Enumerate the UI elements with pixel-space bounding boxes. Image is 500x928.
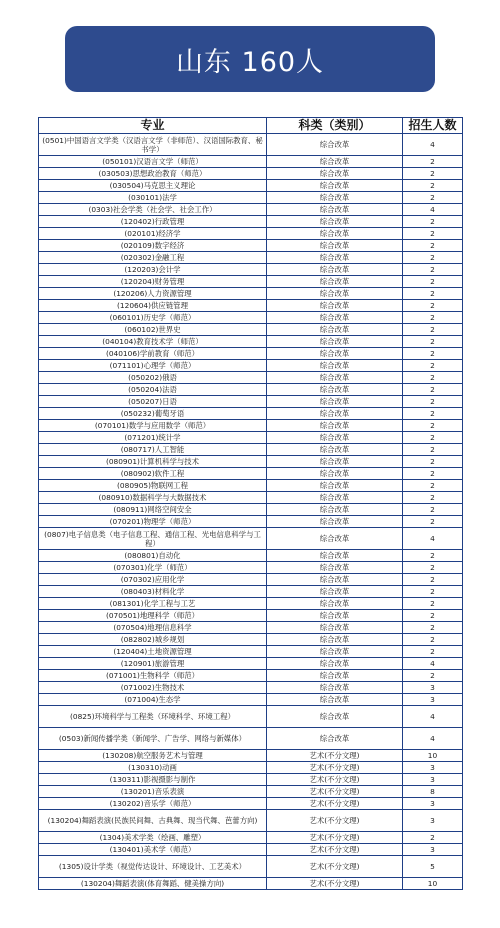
table-row [39, 762, 463, 774]
cell-major: (050207)日语 [39, 396, 267, 408]
cell-category: 综合改革 [267, 550, 403, 562]
cell-count: 2 [403, 228, 463, 240]
table-row [39, 468, 463, 480]
cell-category: 综合改革 [267, 168, 403, 180]
cell-count: 2 [403, 168, 463, 180]
cell-category: 综合改革 [267, 728, 403, 750]
cell-category: 综合改革 [267, 134, 403, 156]
table-row [39, 598, 463, 610]
table-row [39, 312, 463, 324]
cell-category: 综合改革 [267, 336, 403, 348]
cell-count: 2 [403, 634, 463, 646]
table-row [39, 646, 463, 658]
cell-count: 2 [403, 408, 463, 420]
cell-major: (1305)设计学类（视觉传达设计、环境设计、工艺美术） [39, 856, 267, 878]
cell-count: 3 [403, 810, 463, 832]
table-row [39, 750, 463, 762]
cell-major: (130204)舞蹈表演(民族民间舞、古典舞、现当代舞、芭蕾方向) [39, 810, 267, 832]
table-row [39, 634, 463, 646]
cell-major: (0303)社会学类（社会学、社会工作） [39, 204, 267, 216]
cell-category: 综合改革 [267, 670, 403, 682]
cell-count: 2 [403, 324, 463, 336]
cell-count: 2 [403, 456, 463, 468]
cell-category: 综合改革 [267, 586, 403, 598]
cell-major: (080905)物联网工程 [39, 480, 267, 492]
cell-count: 2 [403, 348, 463, 360]
cell-category: 综合改革 [267, 228, 403, 240]
table-row [39, 336, 463, 348]
cell-category: 综合改革 [267, 312, 403, 324]
cell-count: 2 [403, 516, 463, 528]
table-row [39, 562, 463, 574]
cell-category: 综合改革 [267, 456, 403, 468]
cell-category: 综合改革 [267, 420, 403, 432]
cell-major: (120206)人力资源管理 [39, 288, 267, 300]
cell-category: 综合改革 [267, 360, 403, 372]
cell-category: 综合改革 [267, 598, 403, 610]
cell-major: (130311)影视摄影与制作 [39, 774, 267, 786]
cell-count: 2 [403, 444, 463, 456]
cell-count: 4 [403, 528, 463, 550]
cell-count: 3 [403, 774, 463, 786]
cell-major: (070302)应用化学 [39, 574, 267, 586]
cell-major: (120604)供应链管理 [39, 300, 267, 312]
cell-major: (120204)财务管理 [39, 276, 267, 288]
cell-category: 艺术(不分文理) [267, 786, 403, 798]
cell-major: (130310)动画 [39, 762, 267, 774]
cell-major: (0501)中国语言文学类（汉语言文学（非师范）、汉语国际教育、秘书学） [39, 134, 267, 156]
table-body [39, 134, 463, 890]
cell-count: 2 [403, 646, 463, 658]
cell-major: (050204)法语 [39, 384, 267, 396]
cell-major: (080911)网络空间安全 [39, 504, 267, 516]
cell-count: 2 [403, 276, 463, 288]
cell-count: 2 [403, 622, 463, 634]
table-row [39, 504, 463, 516]
cell-count: 2 [403, 550, 463, 562]
cell-category: 综合改革 [267, 432, 403, 444]
cell-category: 综合改革 [267, 444, 403, 456]
table-row [39, 610, 463, 622]
cell-category: 综合改革 [267, 192, 403, 204]
table-row [39, 856, 463, 878]
cell-category: 综合改革 [267, 408, 403, 420]
cell-major: (080902)软件工程 [39, 468, 267, 480]
table-row [39, 810, 463, 832]
cell-count: 3 [403, 798, 463, 810]
table-row [39, 240, 463, 252]
table-row [39, 670, 463, 682]
cell-major: (050232)葡萄牙语 [39, 408, 267, 420]
cell-major: (130202)音乐学（师范） [39, 798, 267, 810]
table-row [39, 432, 463, 444]
cell-major: (080910)数据科学与大数据技术 [39, 492, 267, 504]
table-row [39, 300, 463, 312]
table-row [39, 372, 463, 384]
table-row [39, 728, 463, 750]
table-row [39, 324, 463, 336]
cell-count: 2 [403, 384, 463, 396]
cell-major: (082802)城乡规划 [39, 634, 267, 646]
cell-count: 3 [403, 682, 463, 694]
table-row [39, 798, 463, 810]
cell-major: (030101)法学 [39, 192, 267, 204]
cell-category: 综合改革 [267, 252, 403, 264]
cell-category: 综合改革 [267, 240, 403, 252]
cell-major: (060101)历史学（师范） [39, 312, 267, 324]
cell-count: 2 [403, 300, 463, 312]
table-header-row [39, 118, 463, 134]
table-row [39, 216, 463, 228]
cell-category: 综合改革 [267, 682, 403, 694]
cell-major: (080801)自动化 [39, 550, 267, 562]
cell-major: (0825)环境科学与工程类（环境科学、环境工程） [39, 706, 267, 728]
cell-category: 综合改革 [267, 216, 403, 228]
enrollment-table [38, 117, 463, 890]
cell-count: 4 [403, 204, 463, 216]
cell-count: 2 [403, 396, 463, 408]
cell-count: 2 [403, 610, 463, 622]
cell-count: 2 [403, 504, 463, 516]
table-row [39, 622, 463, 634]
cell-count: 2 [403, 216, 463, 228]
table-row [39, 134, 463, 156]
cell-category: 综合改革 [267, 396, 403, 408]
cell-count: 4 [403, 658, 463, 670]
header-category: 科类（类别） [267, 118, 403, 134]
cell-category: 艺术(不分文理) [267, 798, 403, 810]
cell-major: (070101)数学与应用数学（师范） [39, 420, 267, 432]
cell-count: 2 [403, 372, 463, 384]
cell-major: (130401)美术学（师范） [39, 844, 267, 856]
cell-major: (030503)思想政治教育（师范） [39, 168, 267, 180]
cell-count: 2 [403, 252, 463, 264]
cell-category: 综合改革 [267, 468, 403, 480]
table-row [39, 774, 463, 786]
cell-count: 2 [403, 180, 463, 192]
cell-major: (040104)教育技术学（师范） [39, 336, 267, 348]
cell-major: (071001)生物科学（师范） [39, 670, 267, 682]
table-row [39, 574, 463, 586]
table-row [39, 480, 463, 492]
table-row [39, 878, 463, 890]
cell-major: (1304)美术学类（绘画、雕塑） [39, 832, 267, 844]
cell-count: 2 [403, 288, 463, 300]
header-count: 招生人数 [403, 118, 463, 134]
table-row [39, 658, 463, 670]
cell-category: 综合改革 [267, 384, 403, 396]
table-row [39, 156, 463, 168]
table-row [39, 832, 463, 844]
cell-major: (080901)计算机科学与技术 [39, 456, 267, 468]
cell-category: 综合改革 [267, 348, 403, 360]
cell-major: (130204)舞蹈表演(体育舞蹈、健美操方向) [39, 878, 267, 890]
cell-category: 综合改革 [267, 706, 403, 728]
cell-major: (050101)汉语言文学（师范） [39, 156, 267, 168]
cell-major: (020101)经济学 [39, 228, 267, 240]
cell-count: 2 [403, 598, 463, 610]
table-row [39, 550, 463, 562]
cell-category: 综合改革 [267, 634, 403, 646]
cell-major: (030504)马克思主义理论 [39, 180, 267, 192]
cell-category: 综合改革 [267, 300, 403, 312]
cell-category: 综合改革 [267, 180, 403, 192]
cell-major: (120203)会计学 [39, 264, 267, 276]
cell-category: 综合改革 [267, 574, 403, 586]
cell-major: (070201)物理学（师范） [39, 516, 267, 528]
cell-major: (071201)统计学 [39, 432, 267, 444]
cell-major: (130201)音乐表演 [39, 786, 267, 798]
cell-category: 综合改革 [267, 264, 403, 276]
cell-count: 2 [403, 562, 463, 574]
table-row [39, 252, 463, 264]
table-row [39, 228, 463, 240]
cell-category: 综合改革 [267, 504, 403, 516]
cell-category: 综合改革 [267, 694, 403, 706]
cell-category: 艺术(不分文理) [267, 856, 403, 878]
table-row [39, 396, 463, 408]
cell-category: 艺术(不分文理) [267, 844, 403, 856]
cell-major: (080403)材料化学 [39, 586, 267, 598]
cell-category: 综合改革 [267, 528, 403, 550]
header-major: 专业 [39, 118, 267, 134]
cell-category: 综合改革 [267, 492, 403, 504]
cell-category: 综合改革 [267, 562, 403, 574]
cell-count: 2 [403, 492, 463, 504]
cell-major: (080717)人工智能 [39, 444, 267, 456]
table-row [39, 192, 463, 204]
cell-major: (020109)数字经济 [39, 240, 267, 252]
page-title-banner [65, 26, 435, 92]
cell-category: 艺术(不分文理) [267, 750, 403, 762]
cell-category: 艺术(不分文理) [267, 774, 403, 786]
table-row [39, 528, 463, 550]
cell-count: 3 [403, 844, 463, 856]
table-row [39, 288, 463, 300]
cell-category: 综合改革 [267, 204, 403, 216]
cell-major: (071004)生态学 [39, 694, 267, 706]
cell-major: (071101)心理学（师范） [39, 360, 267, 372]
cell-major: (020302)金融工程 [39, 252, 267, 264]
table-row [39, 360, 463, 372]
cell-major: (130208)航空服务艺术与管理 [39, 750, 267, 762]
table-row [39, 180, 463, 192]
cell-category: 综合改革 [267, 288, 403, 300]
page-title: 山东 160人 [175, 46, 325, 78]
cell-count: 2 [403, 480, 463, 492]
cell-category: 综合改革 [267, 156, 403, 168]
cell-count: 2 [403, 336, 463, 348]
table-row [39, 516, 463, 528]
table-row [39, 168, 463, 180]
cell-count: 8 [403, 786, 463, 798]
cell-count: 5 [403, 856, 463, 878]
table-row [39, 706, 463, 728]
table-row [39, 420, 463, 432]
table-row [39, 348, 463, 360]
cell-major: (050202)俄语 [39, 372, 267, 384]
table-row [39, 204, 463, 216]
cell-count: 2 [403, 574, 463, 586]
cell-category: 艺术(不分文理) [267, 762, 403, 774]
table-row [39, 276, 463, 288]
table-row [39, 694, 463, 706]
cell-major: (070501)地理科学（师范） [39, 610, 267, 622]
cell-count: 4 [403, 706, 463, 728]
table-row [39, 264, 463, 276]
table-row [39, 492, 463, 504]
cell-major: (120901)旅游管理 [39, 658, 267, 670]
cell-major: (040106)学前教育（师范） [39, 348, 267, 360]
cell-category: 综合改革 [267, 658, 403, 670]
cell-category: 艺术(不分文理) [267, 878, 403, 890]
table-row [39, 456, 463, 468]
cell-count: 2 [403, 432, 463, 444]
cell-count: 2 [403, 670, 463, 682]
cell-count: 2 [403, 192, 463, 204]
cell-count: 4 [403, 728, 463, 750]
cell-count: 10 [403, 878, 463, 890]
cell-major: (081301)化学工程与工艺 [39, 598, 267, 610]
cell-count: 2 [403, 420, 463, 432]
table-row [39, 384, 463, 396]
cell-major: (120402)行政管理 [39, 216, 267, 228]
table-row [39, 586, 463, 598]
cell-category: 综合改革 [267, 516, 403, 528]
table-row [39, 844, 463, 856]
cell-major: (070504)地理信息科学 [39, 622, 267, 634]
cell-category: 综合改革 [267, 372, 403, 384]
cell-major: (0503)新闻传播学类（新闻学、广告学、网络与新媒体） [39, 728, 267, 750]
cell-count: 2 [403, 240, 463, 252]
cell-category: 综合改革 [267, 646, 403, 658]
cell-count: 2 [403, 264, 463, 276]
cell-count: 2 [403, 156, 463, 168]
cell-category: 综合改革 [267, 610, 403, 622]
cell-category: 综合改革 [267, 324, 403, 336]
cell-major: (071002)生物技术 [39, 682, 267, 694]
cell-count: 10 [403, 750, 463, 762]
cell-count: 3 [403, 694, 463, 706]
cell-category: 艺术(不分文理) [267, 810, 403, 832]
cell-major: (0807)电子信息类（电子信息工程、通信工程、光电信息科学与工程） [39, 528, 267, 550]
cell-category: 综合改革 [267, 480, 403, 492]
cell-category: 综合改革 [267, 276, 403, 288]
cell-count: 2 [403, 586, 463, 598]
cell-count: 2 [403, 468, 463, 480]
table-row [39, 682, 463, 694]
cell-count: 2 [403, 360, 463, 372]
cell-major: (070301)化学（师范） [39, 562, 267, 574]
cell-category: 综合改革 [267, 622, 403, 634]
cell-count: 4 [403, 134, 463, 156]
table-row [39, 786, 463, 798]
table-row [39, 444, 463, 456]
table-row [39, 408, 463, 420]
cell-major: (120404)土地资源管理 [39, 646, 267, 658]
cell-count: 2 [403, 312, 463, 324]
cell-count: 3 [403, 762, 463, 774]
cell-count: 2 [403, 832, 463, 844]
cell-category: 艺术(不分文理) [267, 832, 403, 844]
cell-major: (060102)世界史 [39, 324, 267, 336]
